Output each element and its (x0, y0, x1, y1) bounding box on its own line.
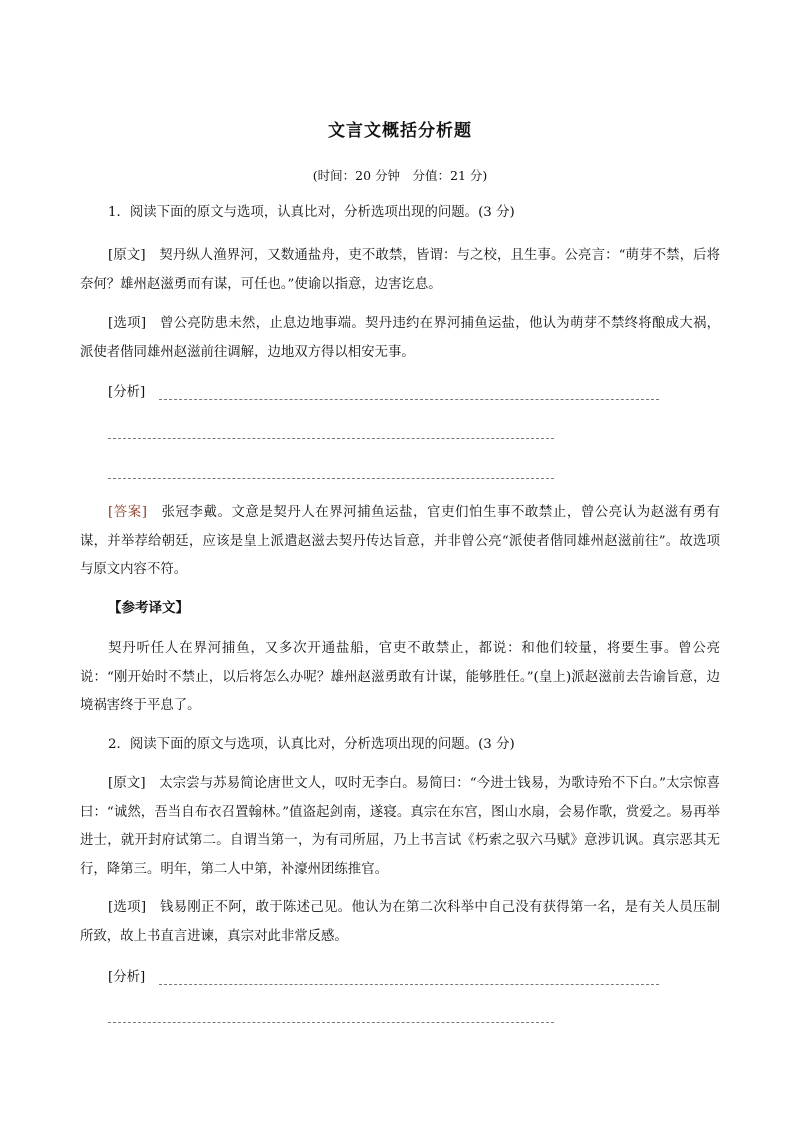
q1-translation-text: 契丹听任人在界河捕鱼，又多次开通盐船，官吏不敢禁止，都说：和他们较量，将要生事。曾公亮说：“刚开始时不禁止，以后将怎么办呢？雄州赵滋勇敢有计谋，能够胜任。”(皇上)派赵滋前去告谕旨意，边境祸害终于平息了。 (80, 641, 720, 713)
q1-answer-line-1[interactable] (159, 398, 659, 400)
q2-option (80, 894, 720, 951)
q1-option (80, 310, 720, 367)
q1-translation-heading: 【参考译文】 (108, 600, 189, 616)
q2-question: 2．阅读下面的原文与选项，认真比对，分析选项出现的问题。(3 分) (108, 737, 515, 752)
q2-original-text: 太宗尝与苏易简论唐世文人，叹时无李白。易简曰：“今进士钱易，为歌诗殆不下白。”太宗惊喜曰：“诚然，吾当自布衣召置翰林。”值盗起剑南，遂寝。真宗在东宫，图山水扇，会易作歌，赏爱之。易再举进士，就开封府试第二。自谓当第一，为有司所屈，乃上书言试《朽索之驭六马赋》意涉讥讽。真宗恶其无行，降第三。明年，第二人中第，补濠州团练推官。 (80, 776, 720, 877)
q1-answer-line-2[interactable] (108, 437, 554, 439)
q1-answer-label: [答案] (108, 505, 147, 520)
q1-analysis-row (108, 381, 659, 400)
q1-option-label: [选项] (108, 316, 147, 331)
q2-option-label: [选项] (108, 900, 147, 915)
q2-option-text: 钱易刚正不阿，敢于陈述己见。他认为在第二次科举中自己没有获得第一名，是有关人员压制所致，故上书直言进谏，真宗对此非常反感。 (80, 900, 721, 944)
q1-original (80, 242, 720, 299)
q1-original-label: [原文] (108, 248, 146, 263)
q1-option-text: 曾公亮防患未然，止息边地事端。契丹违约在界河捕鱼运盐，他认为萌芽不禁终将酿成大祸，派使者偕同雄州赵滋前往调解，边地双方得以相安无事。 (80, 316, 721, 360)
q2-answer-line-2[interactable] (108, 1021, 554, 1023)
q1-answer-line-3[interactable] (108, 477, 554, 479)
q2-original (80, 770, 720, 884)
q2-analysis-label: [分析] (108, 970, 146, 985)
q1-question: 1．阅读下面的原文与选项，认真比对，分析选项出现的问题。(3 分) (108, 205, 515, 220)
q2-original-label: [原文] (108, 776, 146, 791)
q1-original-text: 契丹纵人渔界河，又数通盐舟，吏不敢禁，皆谓：与之校，且生事。公亮言：“萌芽不禁，后将奈何？雄州赵滋勇而有谋，可任也。”使谕以指意，边害讫息。 (80, 248, 721, 292)
q2-answer-line-1[interactable] (159, 983, 659, 985)
q1-analysis-label: [分析] (108, 385, 146, 400)
q1-answer-text: 张冠李戴。文意是契丹人在界河捕鱼运盐，官吏们怕生事不敢禁止，曾公亮认为赵滋有勇有谋，并举荐给朝廷，应该是皇上派遣赵滋去契丹传达旨意，并非曾公亮“派使者偕同雄州赵滋前往”。故选项与原文内容不符。 (80, 505, 721, 577)
q2-analysis-row (108, 966, 659, 985)
time-score-info: (时间：20 分钟 分值：21 分) (312, 168, 488, 183)
q1-answer (80, 499, 720, 585)
page-title: 文言文概括分析题 (328, 121, 472, 141)
